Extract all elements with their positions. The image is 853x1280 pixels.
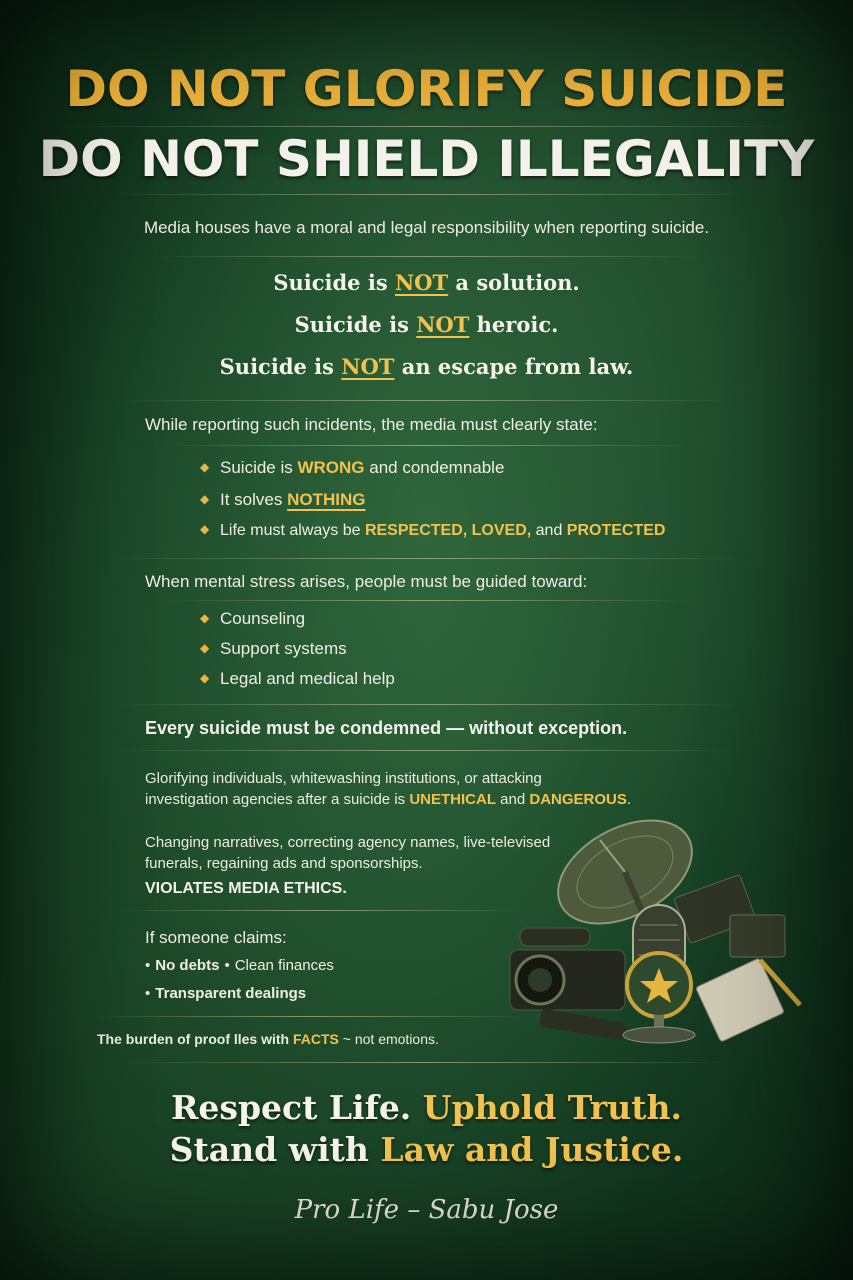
list-item: ◆ Suicide is WRONG and condemnable xyxy=(200,458,505,477)
diamond-bullet-icon: ◆ xyxy=(200,611,210,625)
list-item: ◆ Legal and medical help xyxy=(200,669,395,688)
ethics-paragraph-2: Changing narratives, correcting agency names, live-televised funerals, regaining ads and sponsorships. xyxy=(145,834,551,872)
divider xyxy=(120,1062,733,1063)
ethics-paragraph-1: Glorifying individuals, whitewashing institutions, or attacking investigation agencies after a suicide is UNETHICAL and DANGEROUS. xyxy=(145,770,632,808)
divider xyxy=(160,600,693,601)
slogan-line-1: Respect Life. Uphold Truth. xyxy=(170,1088,683,1127)
divider xyxy=(60,126,793,127)
diamond-bullet-icon: ◆ xyxy=(200,492,210,506)
signature: Pro Life – Sabu Jose xyxy=(294,1195,559,1225)
divider xyxy=(110,750,743,751)
video-camera-icon xyxy=(510,928,626,1041)
diamond-bullet-icon: ◆ xyxy=(200,671,210,685)
list-item: • No debts • Clean finances xyxy=(145,957,334,974)
ethics-verdict: VIOLATES MEDIA ETHICS. xyxy=(145,880,347,897)
burden-statement: The burden of proof lles with FACTS ~ not emotions. xyxy=(97,1031,439,1047)
title-line-1: DO NOT GLORIFY SUICIDE xyxy=(65,60,788,118)
claim-solution: Suicide is NOT a solution. xyxy=(273,270,580,295)
list-item: ◆ Support systems xyxy=(200,639,347,658)
divider xyxy=(110,704,743,705)
notebook-icon xyxy=(674,874,800,1042)
list-item: ◆ Life must always be RESPECTED, LOVED, and PROTECTED xyxy=(200,522,666,539)
slogan-line-2: Stand with Law and Justice. xyxy=(169,1130,684,1169)
divider xyxy=(90,1016,530,1017)
claim-heroic: Suicide is NOT heroic. xyxy=(294,312,559,337)
diamond-bullet-icon: ◆ xyxy=(200,641,210,655)
divider xyxy=(100,194,753,195)
intro-text: Media houses have a moral and legal responsibility when reporting suicide. xyxy=(143,218,710,237)
claim-escape: Suicide is NOT an escape from law. xyxy=(219,354,634,379)
list-item: ◆ It solves NOTHING xyxy=(200,490,366,509)
reporting-heading: While reporting such incidents, the media must clearly state: xyxy=(145,415,598,434)
diamond-bullet-icon: ◆ xyxy=(200,460,210,474)
list-item: • Transparent dealings xyxy=(145,985,307,1002)
condemn-statement: Every suicide must be condemned — without exception. xyxy=(145,718,628,738)
title-line-2: DO NOT SHIELD ILLEGALITY xyxy=(38,130,815,188)
divider xyxy=(120,400,733,401)
divider xyxy=(160,445,693,446)
guidance-heading: When mental stress arises, people must be guided toward: xyxy=(145,572,588,591)
media-equipment-illustration xyxy=(500,810,810,1050)
diamond-bullet-icon: ◆ xyxy=(200,522,210,536)
divider xyxy=(110,558,743,559)
divider xyxy=(110,910,530,911)
claims-heading: If someone claims: xyxy=(145,928,287,947)
list-item: ◆ Counseling xyxy=(200,609,306,628)
divider xyxy=(150,256,703,257)
